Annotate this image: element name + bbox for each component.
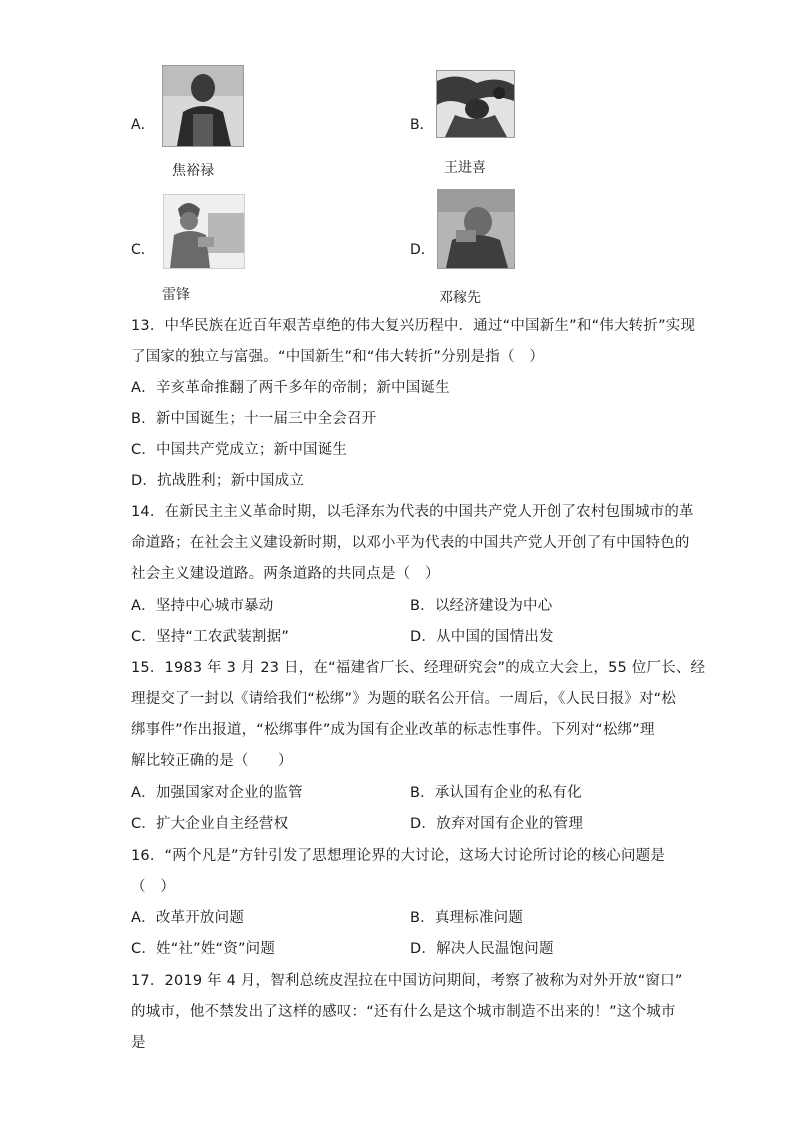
q16-option-b: B．真理标准问题 — [410, 910, 524, 926]
q13-option-c: C．中国共产党成立；新中国诞生 — [131, 442, 348, 458]
q16-option-a: A．改革开放问题 — [131, 910, 245, 926]
q14-stem-line-2: 命道路；在社会主义建设新时期，以邓小平为代表的中国共产党人开创了有中国特色的 — [131, 535, 690, 551]
q17-stem-line-1: 17．2019 年 4 月，智利总统皮涅拉在中国访问期间，考察了被称为对外开放“窗口” — [131, 973, 683, 989]
q13-option-b: B．新中国诞生；十一届三中全会召开 — [131, 411, 377, 427]
q13-option-a: A．辛亥革命推翻了两千多年的帝制；新中国诞生 — [131, 380, 450, 396]
q15-stem-line-4: 解比较正确的是（ ） — [131, 753, 293, 769]
portrait-photo-icon — [436, 70, 515, 138]
photo-deng-jiaxian — [438, 190, 514, 268]
q14-option-b: B．以经济建设为中心 — [410, 598, 553, 614]
q17-stem-line-3: 是 — [131, 1035, 146, 1051]
q16-option-c: C．姓“社”姓“资”问题 — [131, 941, 276, 957]
portrait-photo-icon — [437, 189, 515, 269]
figure-b-caption: 王进喜 — [444, 160, 486, 176]
q14-stem-line-3: 社会主义建设道路。两条道路的共同点是（ ） — [131, 566, 440, 582]
q15-stem-line-2: 理提交了一封以《请给我们“松绑”》为题的联名公开信。一周后，《人民日报》对“松 — [131, 691, 677, 707]
q15-stem-line-1: 15．1983 年 3 月 23 日，在“福建省厂长、经理研究会”的成立大会上，55 位厂长、经 — [131, 660, 706, 676]
q15-option-c: C．扩大企业自主经营权 — [131, 816, 289, 832]
q17-stem-line-2: 的城市，他不禁发出了这样的感叹：“还有什么是这个城市制造不出来的！”这个城市 — [131, 1004, 676, 1020]
q14-option-d: D．从中国的国情出发 — [410, 629, 554, 645]
photo-jiao-yulu — [163, 66, 243, 146]
figure-a-caption: 焦裕禄 — [172, 163, 214, 179]
q16-option-d: D．解决人民温饱问题 — [410, 941, 554, 957]
q15-stem-line-3: 绑事件”作出报道，“松绑事件”成为国有企业改革的标志性事件。下列对“松绑”理 — [131, 722, 655, 738]
figure-d-caption: 邓稼先 — [439, 290, 481, 306]
figure-a-letter: A． — [131, 117, 155, 133]
photo-lei-feng — [164, 195, 244, 268]
portrait-photo-icon — [162, 65, 244, 147]
q14-stem-line-1: 14．在新民主主义革命时期，以毛泽东为代表的中国共产党人开创了农村包围城市的革 — [131, 504, 694, 520]
q13-option-d: D．抗战胜利；新中国成立 — [131, 473, 305, 489]
q13-stem-line-2: 了国家的独立与富强。“中国新生”和“伟大转折”分别是指（ ） — [131, 349, 545, 365]
figure-b-letter: B． — [410, 117, 434, 133]
figure-c-caption: 雷锋 — [162, 287, 190, 303]
q15-option-b: B．承认国有企业的私有化 — [410, 785, 582, 801]
photo-wang-jinxi — [437, 71, 514, 137]
portrait-photo-icon — [163, 194, 245, 269]
q15-option-a: A．加强国家对企业的监管 — [131, 785, 303, 801]
q15-option-d: D．放弃对国有企业的管理 — [410, 816, 584, 832]
figure-c-letter: C． — [131, 242, 155, 258]
q16-stem-line-1: 16．“两个凡是”方针引发了思想理论界的大讨论，这场大讨论所讨论的核心问题是 — [131, 848, 666, 864]
q13-stem-line-1: 13．中华民族在近百年艰苦卓绝的伟大复兴历程中．通过“中国新生”和“伟大转折”实现 — [131, 318, 696, 334]
figure-d-letter: D． — [410, 242, 435, 258]
q14-option-c: C．坚持“工农武装割据” — [131, 629, 290, 645]
q14-option-a: A．坚持中心城市暴动 — [131, 598, 274, 614]
q16-stem-line-2: （ ） — [131, 879, 176, 895]
